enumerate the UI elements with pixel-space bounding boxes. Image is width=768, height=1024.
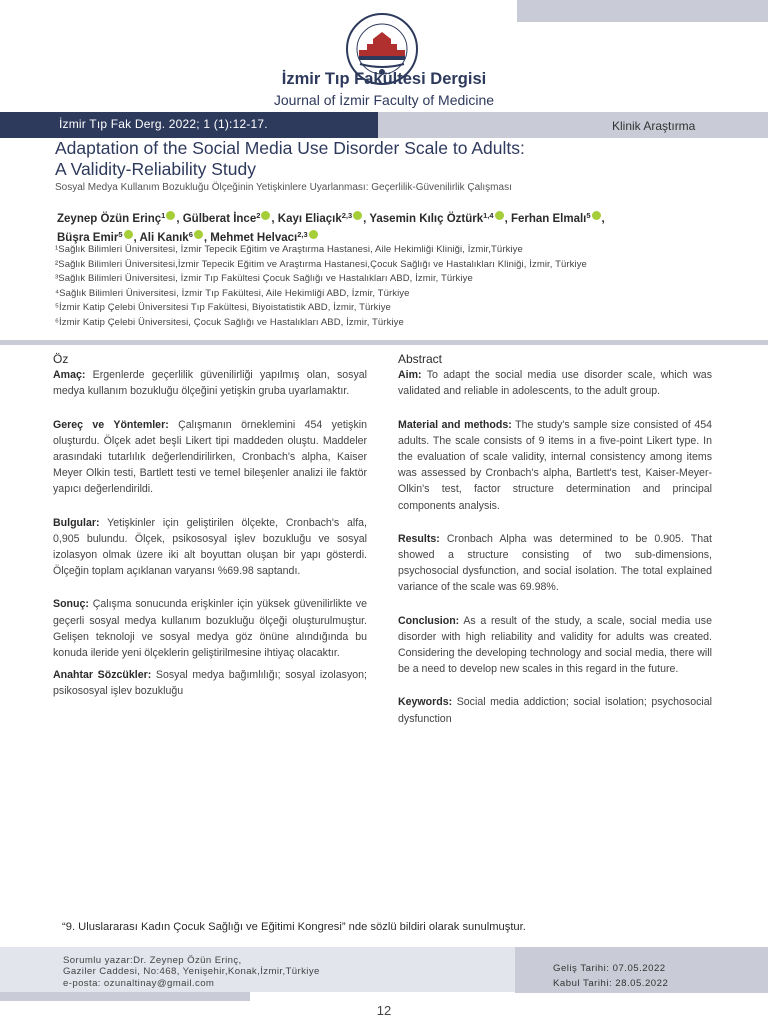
page-number: 12 xyxy=(376,1003,392,1018)
orcid-icon[interactable] xyxy=(495,211,504,220)
article-title xyxy=(55,138,715,180)
correspondence xyxy=(63,955,320,989)
abstract-section-keywords: Keywords: Social media addiction; social isolation; psychosocial dysfunction xyxy=(398,696,712,725)
author: Büşra Emir$^5$ xyxy=(57,230,123,244)
section-divider xyxy=(0,340,768,345)
article-dates xyxy=(553,961,668,991)
author: Zeynep Özün Erinç$^1$ xyxy=(57,211,166,225)
author: Kayı Eliaçık$^{2,3}$ xyxy=(277,211,353,225)
affiliation: ⁴Sağlık Bilimleri Üniversitesi, İzmir Tıp Fakültesi, Aile Hekimliği ABD, İzmir, Türkiye xyxy=(55,287,410,299)
orcid-icon[interactable] xyxy=(194,230,203,239)
author: Yasemin Kılıç Öztürk$^{1,4}$ xyxy=(369,211,494,225)
article-subtitle: Sosyal Medya Kullanım Bozukluğu Ölçeğinin Yetişkinlere Uyarlanması: Geçerlilik-Güvenilirlik Çalışması xyxy=(55,182,512,193)
orcid-icon[interactable] xyxy=(261,211,270,220)
author: Ferhan Elmalı$^5$ xyxy=(510,211,591,225)
top-right-decor-bar xyxy=(517,0,768,22)
abstract-section-keywords: Anahtar Sözcükler: Sosyal medya bağımlılığı; sosyal izolasyon; psikososyal işlev bozukluğu xyxy=(53,669,368,698)
corresponding-author: Sorumlu yazar:Dr. Zeynep Özün Erinç, xyxy=(63,955,242,966)
abstract-section-results: Bulgular: Yetişkinler için geliştirilen ölçekte, Cronbach's alfa, 0,905 bulundu. Ölçek, psikososyal işlev bozukluğu ve sosyal izolasyon olmak üzere iki alt boyuttan oluşan bir yapı gösterdi. Ölçeğin toplam açıklanan varyansı %69.98 saptandı. xyxy=(53,516,367,578)
affiliation: ²Sağlık Bilimleri Üniversitesi,İzmir Tepecik Eğitim ve Araştırma Hastanesi,Çocuk Sağlığı ve Hastalıkları Kliniği, İzmir, Türkiye xyxy=(55,258,587,270)
congress-note: “9. Uluslararası Kadın Çocuk Sağlığı ve Eğitimi Kongresi” nde sözlü bildiri olarak sunulmuştur. xyxy=(62,921,526,933)
received-date: Geliş Tarihi: 07.05.2022 xyxy=(553,963,666,974)
abstract-section-conclusion: Sonuç: Çalışma sonucunda erişkinler için yüksek güvenilirlikte ve geçerli sosyal medya kullanım bozukluğu ölçeği oluşturulmuştur. Gelişen teknoloji ve sosyal medya göz önüne alındığında bu konuda ileride yeni ölçeklerin geliştirilmesine ihtiyaç olacaktır. xyxy=(53,598,367,660)
author: Mehmet Helvacı$^{2,3}$ xyxy=(210,230,308,244)
affiliation-list xyxy=(55,243,765,331)
journal-title-english: Journal of İzmir Faculty of Medicine xyxy=(273,92,495,108)
journal-title-turkish: İzmir Tıp Fakültesi Dergisi xyxy=(281,70,487,88)
turkish-abstract-heading: Öz xyxy=(53,352,69,366)
english-abstract xyxy=(398,351,712,744)
affiliation: ⁶İzmir Katip Çelebi Üniversitesi, Çocuk Sağlığı ve Hastalıkları ABD, İzmir, Türkiye xyxy=(55,316,404,328)
article-type: Klinik Araştırma xyxy=(612,119,696,133)
title-line-1: Adaptation of the Social Media Use Disorder Scale to Adults: xyxy=(55,138,525,158)
correspondence-address: Gaziler Caddesi, No:468, Yenişehir,Konak,İzmir,Türkiye xyxy=(63,966,320,978)
abstract-section-results: Results: Cronbach Alpha was determined to be 0.905. That showed a structure consisting of two sub-dimensions, psychosocial dysfunction, and social isolation. The total explained variance of the scale was 69.98%. xyxy=(398,532,712,594)
orcid-icon[interactable] xyxy=(166,211,175,220)
author-list: Zeynep Özün Erinç$^1$ , Gülberat İnce$^2$ , Kayı Eliaçık$^{2,3}$ , Yasemin Kılıç Öztürk$^{1,4}$ , Ferhan Elmalı$^5$ , Büşra Emir$^5$ , Ali Kanık$^6$ , Mehmet Helvacı$^{2,3}$ xyxy=(57,211,605,244)
author: Ali Kanık$^6$ xyxy=(139,230,193,244)
title-line-2: A Validity-Reliability Study xyxy=(55,159,257,179)
orcid-icon[interactable] xyxy=(309,230,318,239)
turkish-abstract xyxy=(53,351,367,717)
affiliation: ³Sağlık Bilimleri Üniversitesi, İzmir Tıp Fakültesi Çocuk Sağlığı ve Hastalıkları ABD, İzmir, Türkiye xyxy=(55,273,473,285)
abstract-section-methods: Material and methods: The study's sample size consisted of 454 adults. The scale consists of 9 items in a five-point Likert type. In the evaluation of scale validity, internal consistency among items was assessed by Cronbach's alpha, Bartlett's test, Kaiser-Meyer-Olkin's test, factor structure determination and principal components analysis. xyxy=(398,418,712,512)
citation: İzmir Tıp Fak Derg. 2022; 1 (1):12-17. xyxy=(59,117,268,131)
footer-decor-bar xyxy=(0,992,250,1001)
abstract-section-conclusion: Conclusion: As a result of the study, a scale, social media use disorder with high reliability and validity for adults was created. Considering the developing technology and social media, there will be a need to develop new scales in this regard in the future. xyxy=(398,614,712,676)
article-type-band xyxy=(378,112,768,138)
author: Gülberat İnce$^2$ xyxy=(182,211,261,225)
affiliation: ¹Sağlık Bilimleri Üniversitesi, İzmir Tepecik Eğitim ve Araştırma Hastanesi, Aile Hekimliği Kliniği, İzmir,Türkiye xyxy=(55,244,523,255)
abstract-section-aim: Aim: To adapt the social media use disorder scale, which was validated and reliable in adolescents, to the adult group. xyxy=(398,369,712,398)
correspondence-email[interactable]: e-posta: ozunaltinay@gmail.com xyxy=(63,977,215,989)
affiliation: ⁵İzmir Katip Çelebi Üniversitesi Tıp Fakültesi, Biyoistatistik ABD, İzmir, Türkiye xyxy=(55,302,391,314)
abstract-section-methods: Gereç ve Yöntemler: Çalışmanın örneklemini 454 yetişkin oluşturdu. Ölçek adet beşli Likert tipi maddeden oluştu. Maddeler arasındaki tutarlılık değerlendirilirken, Cronbach's alpha, Kaiser Meyer Olkin testi, Bartlett testi ve temel bileşenler analizi ile faktör yapıcı değerlendirildi. xyxy=(53,418,367,496)
orcid-icon[interactable] xyxy=(592,211,601,220)
orcid-icon[interactable] xyxy=(124,230,133,239)
orcid-icon[interactable] xyxy=(353,211,362,220)
abstract-section-aim: Amaç: Ergenlerde geçerlilik güvenilirliği yapılmış olan, sosyal medya kullanım bozukluğu ölçeğini yetişkin gruba uyarlamaktır. xyxy=(53,369,367,398)
english-abstract-heading: Abstract xyxy=(398,352,443,366)
accepted-date: Kabul Tarihi: 28.05.2022 xyxy=(553,978,669,989)
